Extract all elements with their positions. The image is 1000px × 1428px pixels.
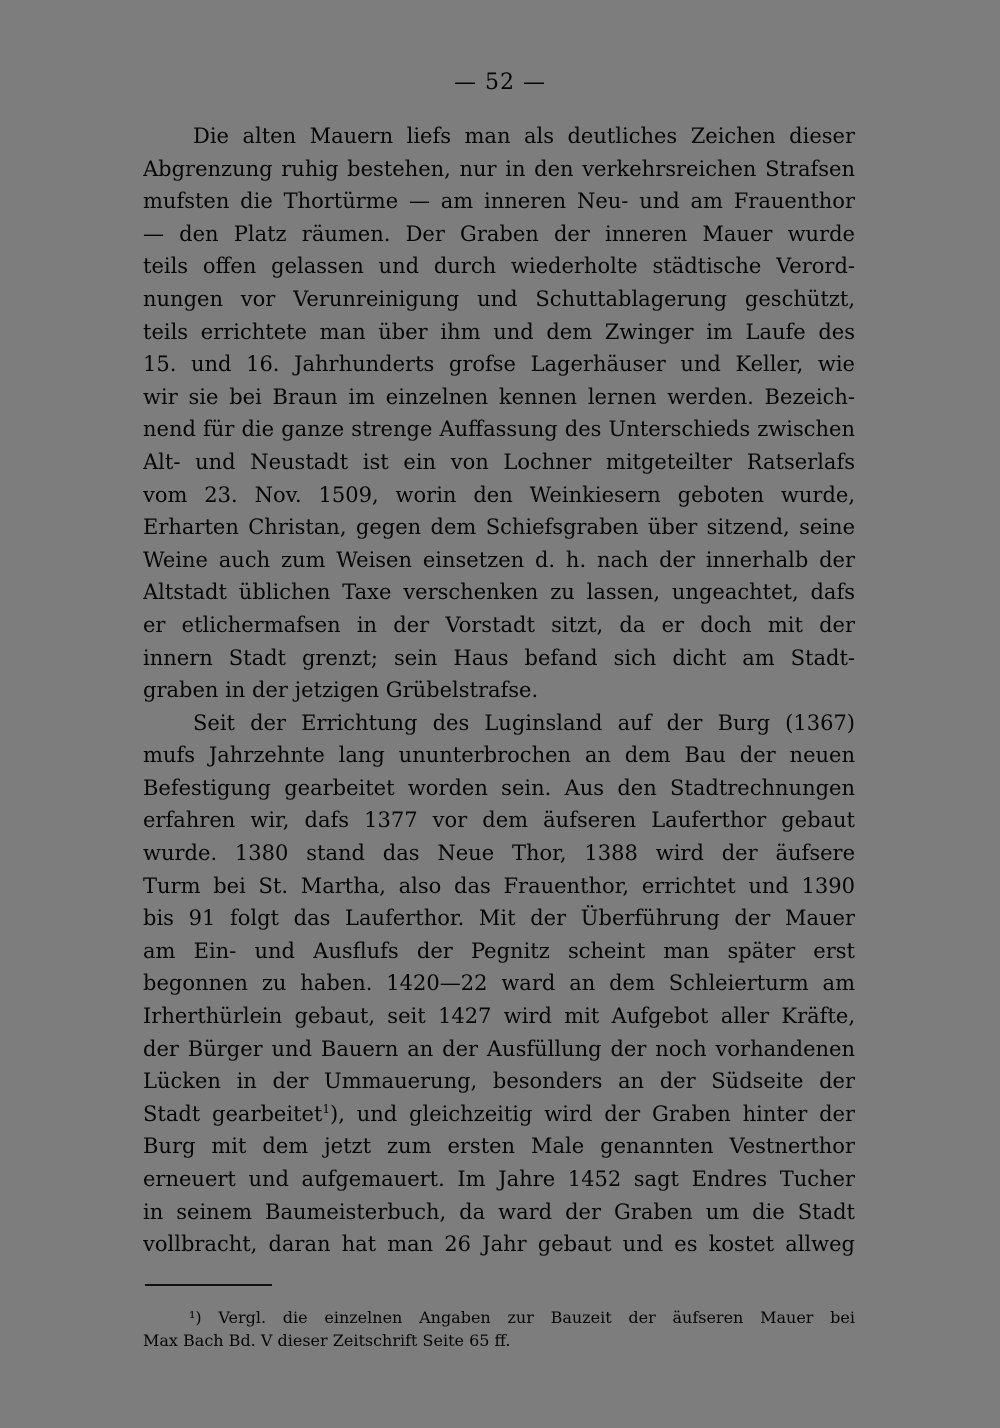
body-text [143,120,855,1261]
text-line: Seit der Errichtung des Luginsland auf der Burg (1367) [193,710,855,735]
text-segment: ), und gleichzeitig wird der Graben hinter der [330,1101,855,1126]
text-line: Weine auch zum Weisen einsetzen d. h. nach der innerhalb der [143,547,855,572]
text-line: in seinem Baumeisterbuch, da ward der Graben um die Stadt [143,1199,855,1224]
text-line: graben in der jetzigen Grübelstrafse. [143,678,539,703]
text-line-with-footnote-ref [143,1098,855,1131]
text-line: — den Platz räumen. Der Graben der inneren Mauer wurde [143,221,855,246]
text-line: nend für die ganze strenge Auffassung des Unterschieds zwischen [143,417,855,442]
text-line: Turm bei St. Martha, also das Frauenthor, errichtet und 1390 [143,873,855,898]
footnote-reference: 1 [322,1101,331,1116]
text-line: der Bürger und Bauern an der Ausfüllung der noch vorhandenen [143,1036,855,1061]
footnote-line: Max Bach Bd. V dieser Zeitschrift Seite 65 ff. [143,1331,511,1350]
footnote-divider [145,1284,272,1286]
text-line: teils offen gelassen und durch wiederholte städtische Verord- [143,254,855,279]
text-line: am Ein- und Ausflufs der Pegnitz scheint man später erst [143,938,855,963]
text-line: vollbracht, daran hat man 26 Jahr gebaut und es kostet allweg [143,1232,855,1257]
text-line: Burg mit dem jetzt zum ersten Male genannten Vestnerthor [143,1134,855,1159]
text-line: 15. und 16. Jahrhunderts grofse Lagerhäuser und Keller, wie [143,352,855,377]
text-line: mufsten die Thortürme — am inneren Neu- und am Frauenthor [143,189,855,214]
text-line: begonnen zu haben. 1420—22 ward an dem Schleierturm am [143,971,855,996]
text-line: erfahren wir, dafs 1377 vor dem äufseren Lauferthor gebaut [143,808,855,833]
text-line: wir sie bei Braun im einzelnen kennen lernen werden. Bezeich- [143,384,855,409]
footnotes [143,1306,855,1352]
text-segment: Stadt gearbeitet [143,1101,323,1126]
footnote-text: Vergl. die einzelnen Angaben zur Bauzeit der äufseren Mauer bei [218,1308,856,1327]
text-line: mufs Jahrzehnte lang ununterbrochen an dem Bau der neuen [143,743,855,768]
text-line: Altstadt üblichen Taxe verschenken zu lassen, ungeachtet, dafs [143,580,855,605]
text-line: innern Stadt grenzt; sein Haus befand sich dicht am Stadt- [143,645,855,670]
footnote-line [143,1306,855,1329]
text-line: teils errichtete man über ihm und dem Zwinger im Laufe des [143,319,855,344]
text-line: Die alten Mauern liefs man als deutliches Zeichen dieser [193,124,855,148]
text-line: Alt- und Neustadt ist ein von Lochner mitgeteilter Ratserlafs [143,449,855,474]
footnote-marker: ¹) [189,1308,202,1327]
text-line: erneuert und aufgemauert. Im Jahre 1452 sagt Endres Tucher [143,1167,855,1191]
text-line: bis 91 folgt das Lauferthor. Mit der Überführung der Mauer [143,906,855,931]
text-line: Lücken in der Ummauerung, besonders an der Südseite der [143,1069,855,1094]
text-line: Befestigung gearbeitet worden sein. Aus den Stadtrechnungen [143,775,855,800]
text-line: Erharten Christan, gegen dem Schiefsgraben über sitzend, seine [143,515,855,540]
text-line: er etlichermafsen in der Vorstadt sitzt, da er doch mit der [143,612,855,637]
text-line: vom 23. Nov. 1509, worin den Weinkiesern geboten wurde, [143,482,855,507]
text-line: nungen vor Verunreinigung und Schuttablagerung geschützt, [143,286,855,311]
text-line: wurde. 1380 stand das Neue Thor, 1388 wird der äufsere [143,841,855,866]
page-number: — 52 — [454,70,546,95]
text-line: Abgrenzung ruhig bestehen, nur in den verkehrsreichen Strafsen [143,156,855,181]
text-line: Irherthürlein gebaut, seit 1427 wird mit Aufgebot aller Kräfte, [143,1004,855,1029]
